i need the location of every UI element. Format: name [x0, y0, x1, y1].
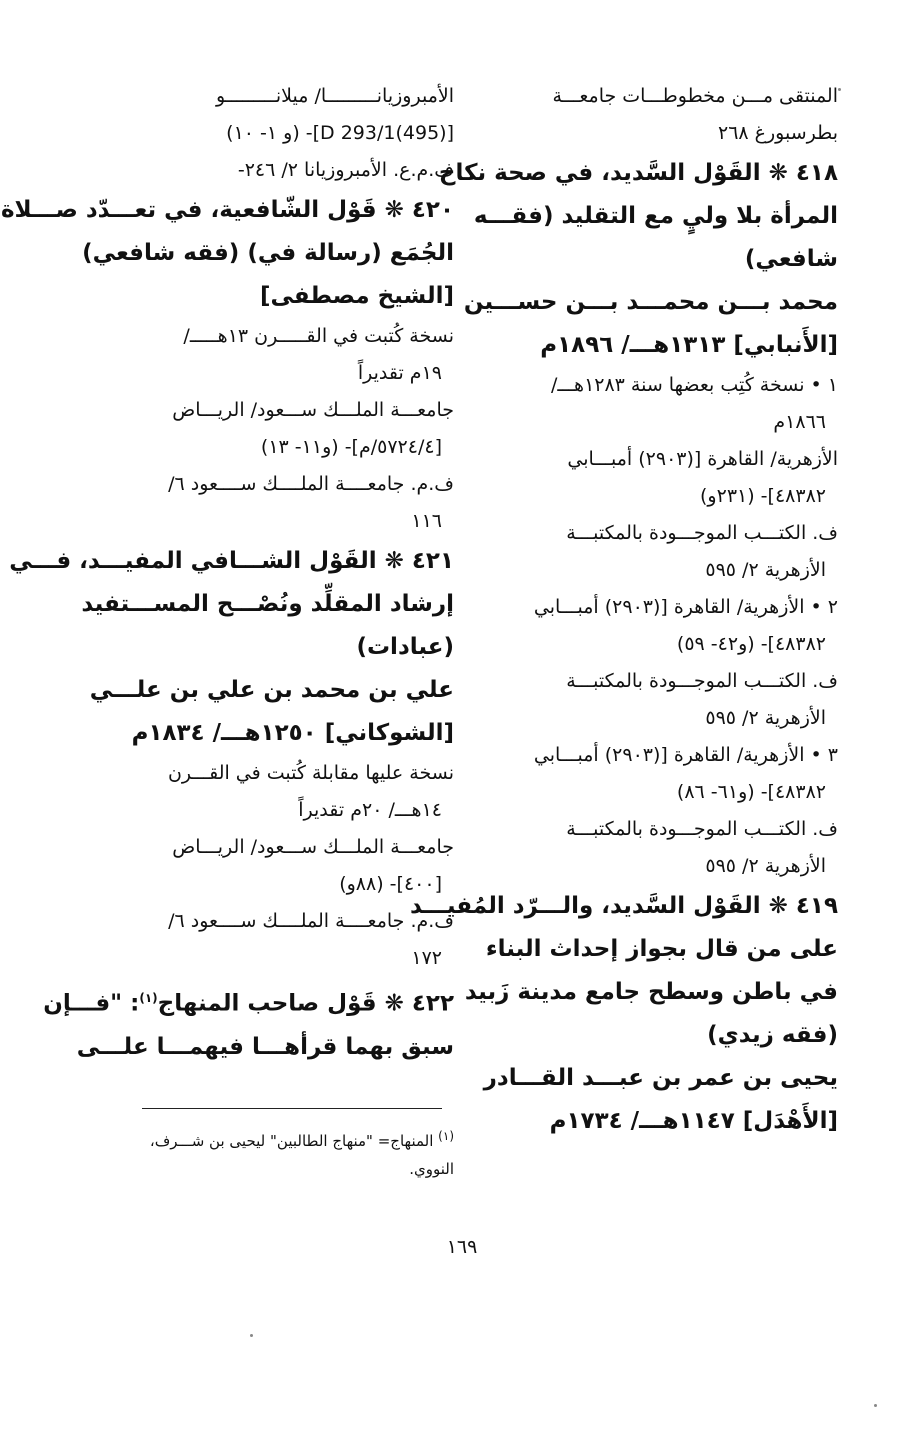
body-line: [٤٠٠]- (٨٨و) [339, 873, 442, 895]
entry-author-line: محمد بـــن محمـــد بـــن حســـين [463, 289, 838, 315]
footnote-line [104, 1122, 454, 1155]
footnote-divider [142, 1108, 442, 1109]
entry-author-line: علي بن محمد بن علي بن علـــي [89, 677, 454, 703]
scan-speck [250, 1334, 253, 1337]
body-line: ف.م. جامعــــة الملــــك ســــعود ٦/ [168, 910, 454, 932]
copy-line: ٣ • الأزهرية/ القاهرة [(٢٩٠٣) أمبـــابي [533, 744, 838, 766]
entry-title-line: في باطن وسطح جامع مدينة زَبيد [464, 979, 838, 1005]
scan-speck [874, 1404, 877, 1407]
copy-line: الأزهرية/ القاهرة [(٢٩٠٣) أمبـــابي [567, 448, 838, 470]
copy-line: ف. الكتـــب الموجـــودة بالمكتبـــة [566, 818, 838, 840]
entry-420 [0, 189, 454, 540]
body-line: نسخة عليها مقابلة كُتبت في القـــرن [167, 762, 454, 784]
copy-line: الأزهرية ٢/ ٥٩٥ [705, 855, 826, 877]
text-line: المنتقى مـــن مخطوطـــات جامعـــة [552, 85, 838, 107]
entry-author-line: يحيى بن عمر بن عبـــد القـــادر [483, 1065, 838, 1091]
body-line: ١٤هـــ/ ٢٠م تقديراً [298, 799, 442, 821]
body-line: ١١٦ [411, 510, 442, 532]
entry-title-line: إرشاد المقلِّد ونُصْـــح المســـتفيد [81, 591, 454, 617]
body-line: نسخة كُتبت في القـــــرن ١٣هـــــ/ [183, 325, 454, 347]
entry-title-line: ٤٢٠ ❋ قَوْل الشّافعية، في تعـــدّد صـــلاة [0, 197, 454, 223]
text-line: [(495)D 293/1]- (و ١- ١٠) [226, 122, 454, 144]
body-line: جامعـــة الملـــك ســـعود/ الريـــاض [172, 836, 454, 858]
text-line: بطرسبورغ ٢٦٨ [717, 122, 838, 144]
text-line: الأمبروزيانـــــــــا/ ميلانـــــــــو [215, 85, 454, 107]
scan-speck [838, 88, 841, 91]
entry-title-text: ٤٢٢ ❋ قَوْل صاحب المنهاج [157, 990, 454, 1017]
entry-title-line: على من قال بجواز إحداث البناء [485, 936, 838, 962]
footnote-line: النووي. [409, 1160, 454, 1178]
text-line: ف.م.ع. الأمبروزيانا ٢/ ٢٤٦- [237, 159, 454, 181]
copy-line: ١٨٦٦م [773, 411, 826, 433]
entry-418 [438, 152, 838, 885]
copy-line: ٤٨٣٨٢]- (و٤٢- ٥٩) [676, 633, 826, 655]
copy-line: ٤٨٣٨٢]- (٢٣١و) [700, 485, 826, 507]
body-line: جامعـــة الملـــك ســـعود/ الريـــاض [172, 399, 454, 421]
copy-line: ف. الكتـــب الموجـــودة بالمكتبـــة [566, 522, 838, 544]
entry-421 [9, 540, 454, 977]
entry-title-line: سبق بهما قرأهـــا فيهمـــا علـــى [76, 1033, 454, 1060]
left-column [0, 78, 454, 1069]
footnote-text: المنهاج= "منهاج الطالبين" ليحيى بن شـــرف، [149, 1132, 434, 1150]
copy-line: ٤٨٣٨٢]- (و٦١- ٨٦) [676, 781, 826, 803]
entry-title-line: ٤١٨ ❋ القَوْل السَّديد، في صحة نكاح [438, 160, 838, 186]
body-line: ١٩م تقديراً [357, 362, 442, 384]
copy-line: الأزهرية ٢/ ٥٩٥ [705, 559, 826, 581]
entry-title-line: شافعي) [744, 246, 838, 272]
entry-title-line [43, 977, 454, 1026]
entry-title-line: المرأة بلا وليٍ مع التقليد (فقـــه [473, 203, 838, 229]
copy-line: ٢ • الأزهرية/ القاهرة [(٢٩٠٣) أمبـــابي [533, 596, 838, 618]
entry-author-line: [الأَهْدَل] ١١٤٧هـــ/ ١٧٣٤م [549, 1108, 838, 1134]
entry-title-line: ٤١٩ ❋ القَوْل السَّديد، والـــرّد المُفيـــد [409, 893, 838, 919]
copy-line: ف. الكتـــب الموجـــودة بالمكتبـــة [566, 670, 838, 692]
copy-line: الأزهرية ٢/ ٥٩٥ [705, 707, 826, 729]
body-line: ف.م. جامعــــة الملــــك ســــعود ٦/ [168, 473, 454, 495]
page-number: ١٦٩ [446, 1236, 478, 1258]
entry-title-line: الجُمَع (رسالة في) (فقه شافعي) [82, 240, 454, 266]
footnote [104, 1122, 454, 1183]
footnote-reference: (١) [139, 991, 158, 1005]
entry-author-line: [الأَنبابي] ١٣١٣هـــ/ ١٨٩٦م [540, 332, 838, 358]
body-line: ١٧٢ [411, 947, 442, 969]
entry-title-line: ٤٢١ ❋ القَوْل الشـــافي المفيـــد، فـــي [9, 548, 454, 574]
entry-author-line: [الشوكاني] ١٢٥٠هـــ/ ١٨٣٤م [131, 720, 454, 746]
copy-line: ١ • نسخة كُتِب بعضها سنة ١٢٨٣هـــ/ [550, 374, 838, 396]
entry-title-line: (عبادات) [356, 634, 454, 660]
entry-422 [43, 977, 454, 1069]
body-line: [٥٧٢٤/٤/م]- (و١١- ١٣) [260, 436, 442, 458]
entry-title-line: [الشيخ مصطفى] [259, 283, 454, 309]
entry-title-text: : "فـــإن [43, 990, 140, 1017]
footnote-marker: (١) [438, 1129, 454, 1143]
entry-title-line: (فقه زيدي) [707, 1022, 838, 1048]
